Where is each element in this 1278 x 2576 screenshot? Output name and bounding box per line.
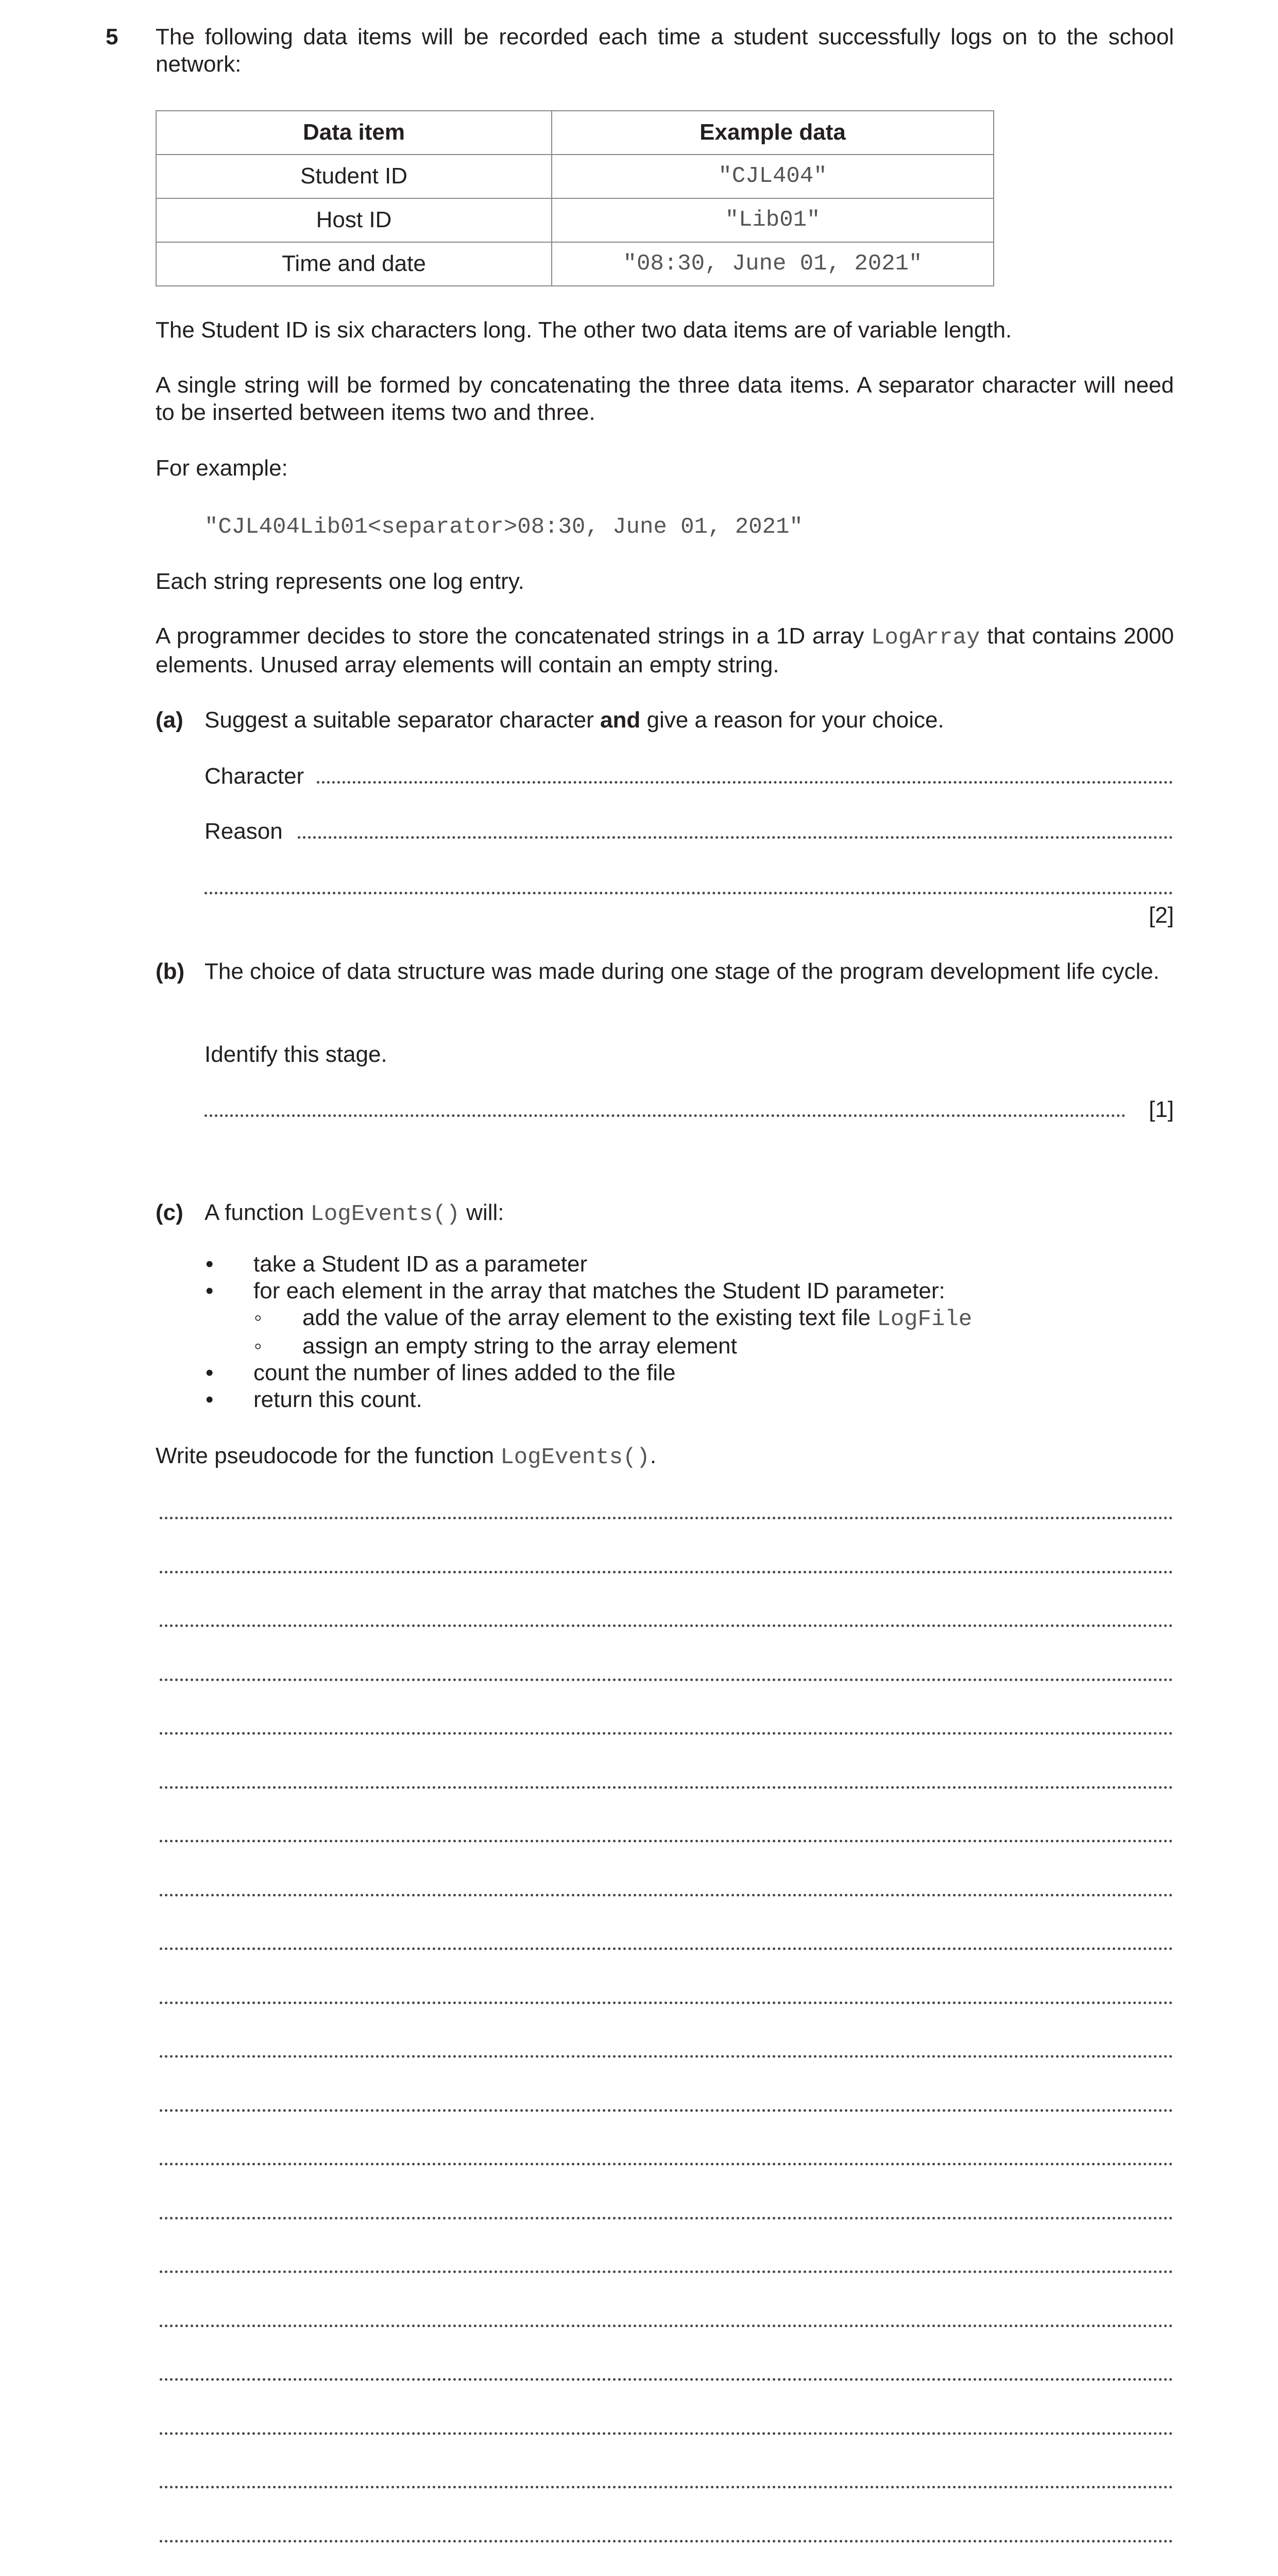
table-row — [156, 242, 994, 286]
table-cell: "08:30, June 01, 2021" — [552, 242, 994, 286]
part-b-answer-line[interactable] — [205, 1114, 1126, 1117]
table-cell: Time and date — [156, 242, 552, 286]
part-a-text: give a reason for your choice. — [640, 707, 944, 733]
character-label: Character — [205, 764, 304, 789]
pseudocode-answer-line[interactable] — [160, 2378, 1173, 2381]
pseudocode-answer-line[interactable] — [160, 2432, 1173, 2435]
example-string: "CJL404Lib01<separator>08:30, June 01, 2021" — [205, 514, 803, 540]
pseudocode-answer-line[interactable] — [160, 2270, 1173, 2273]
data-items-table — [156, 110, 994, 286]
code-logfile: LogFile — [877, 1307, 973, 1332]
list-item-text: assign an empty string to the array element — [302, 1333, 737, 1359]
pseudocode-answer-line[interactable] — [160, 2163, 1173, 2165]
part-a-question — [205, 707, 1174, 734]
list-item — [205, 1278, 1173, 1304]
code-logevents: LogEvents() — [310, 1201, 460, 1227]
part-a-text: Suggest a suitable separator character — [205, 707, 601, 733]
part-b-question: The choice of data structure was made during one stage of the program development life cycle. — [205, 959, 1160, 984]
pseudocode-answer-line[interactable] — [160, 1624, 1173, 1627]
pseudocode-answer-line[interactable] — [160, 1786, 1173, 1789]
pseudocode-answer-line[interactable] — [160, 2109, 1173, 2112]
pseudocode-answer-line[interactable] — [160, 1571, 1173, 1573]
list-item — [205, 1360, 1173, 1386]
table-header-cell: Example data — [552, 111, 994, 155]
pseudocode-answer-line[interactable] — [160, 2002, 1173, 2004]
paragraph-concatenation: A single string will be formed by concatenating the three data items. A separator character will need to be inserted between items two and three. — [156, 372, 1174, 425]
list-item-text: add the value of the array element to the existing text file — [302, 1305, 877, 1330]
table-cell: Host ID — [156, 198, 552, 242]
character-answer-line[interactable] — [317, 781, 1173, 784]
table-header-row — [156, 111, 994, 155]
reason-answer-line[interactable] — [298, 836, 1173, 839]
reason-answer-line[interactable] — [205, 892, 1173, 894]
paragraph-log-entry: Each string represents one log entry. — [156, 569, 524, 594]
part-b-marks: [1] — [1149, 1097, 1174, 1122]
table-cell: "Lib01" — [552, 198, 994, 242]
list-item — [205, 1304, 1173, 1333]
part-c-instruction — [156, 1443, 1174, 1471]
list-item-text: count the number of lines added to the file — [253, 1360, 676, 1385]
part-c-text: A function — [205, 1200, 311, 1225]
paragraph-array-text: that contains 2000 elements. Unused array elements will contain an empty string. — [156, 623, 1174, 677]
table-cell: "CJL404" — [552, 155, 994, 198]
list-item — [205, 1386, 1173, 1413]
part-b-label: (b) — [156, 959, 185, 984]
pseudocode-answer-line[interactable] — [160, 2486, 1173, 2488]
paragraph-array-text: A programmer decides to store the concatenated strings in a 1D array — [156, 623, 872, 649]
pseudocode-answer-line[interactable] — [160, 1947, 1173, 1950]
pseudocode-answer-line[interactable] — [160, 2325, 1173, 2327]
requirements-list — [205, 1251, 1173, 1413]
list-item — [205, 1251, 1173, 1278]
list-item-text: return this count. — [253, 1387, 422, 1412]
part-c-instruction-text: Write pseudocode for the function — [156, 1443, 501, 1468]
list-item-text: for each element in the array that matches the Student ID parameter: — [253, 1278, 945, 1303]
list-item-text: take a Student ID as a parameter — [253, 1251, 588, 1277]
part-a-marks: [2] — [1149, 903, 1174, 928]
paragraph-student-id: The Student ID is six characters long. The other two data items are of variable length. — [156, 317, 1012, 343]
pseudocode-answer-line[interactable] — [160, 1840, 1173, 1842]
question-intro: The following data items will be recorded each time a student successfully logs on to the school network: — [156, 24, 1174, 77]
paragraph-array — [156, 623, 1174, 679]
pseudocode-answer-line[interactable] — [160, 1894, 1173, 1896]
part-a-label: (a) — [156, 707, 183, 733]
pseudocode-answer-line[interactable] — [160, 1732, 1173, 1735]
part-c-text: will: — [459, 1200, 504, 1225]
part-c-label: (c) — [156, 1200, 183, 1225]
table-header-cell: Data item — [156, 111, 552, 155]
table-cell: Student ID — [156, 155, 552, 198]
table-row — [156, 155, 994, 198]
reason-label: Reason — [205, 819, 283, 844]
paragraph-for-example: For example: — [156, 455, 288, 481]
code-logevents: LogEvents() — [500, 1445, 650, 1470]
part-a-bold: and — [600, 707, 641, 733]
question-number: 5 — [106, 24, 118, 49]
list-item — [205, 1333, 1173, 1360]
pseudocode-answer-line[interactable] — [160, 2055, 1173, 2058]
pseudocode-answer-line[interactable] — [160, 1679, 1173, 1681]
part-c-question — [205, 1199, 1174, 1228]
pseudocode-answer-line[interactable] — [160, 2217, 1173, 2219]
table-row — [156, 198, 994, 242]
pseudocode-answer-line[interactable] — [160, 2540, 1173, 2543]
part-b-prompt: Identify this stage. — [205, 1042, 387, 1067]
part-c-instruction-text: . — [650, 1443, 657, 1468]
pseudocode-answer-line[interactable] — [160, 1517, 1173, 1519]
code-logarray: LogArray — [871, 625, 980, 651]
